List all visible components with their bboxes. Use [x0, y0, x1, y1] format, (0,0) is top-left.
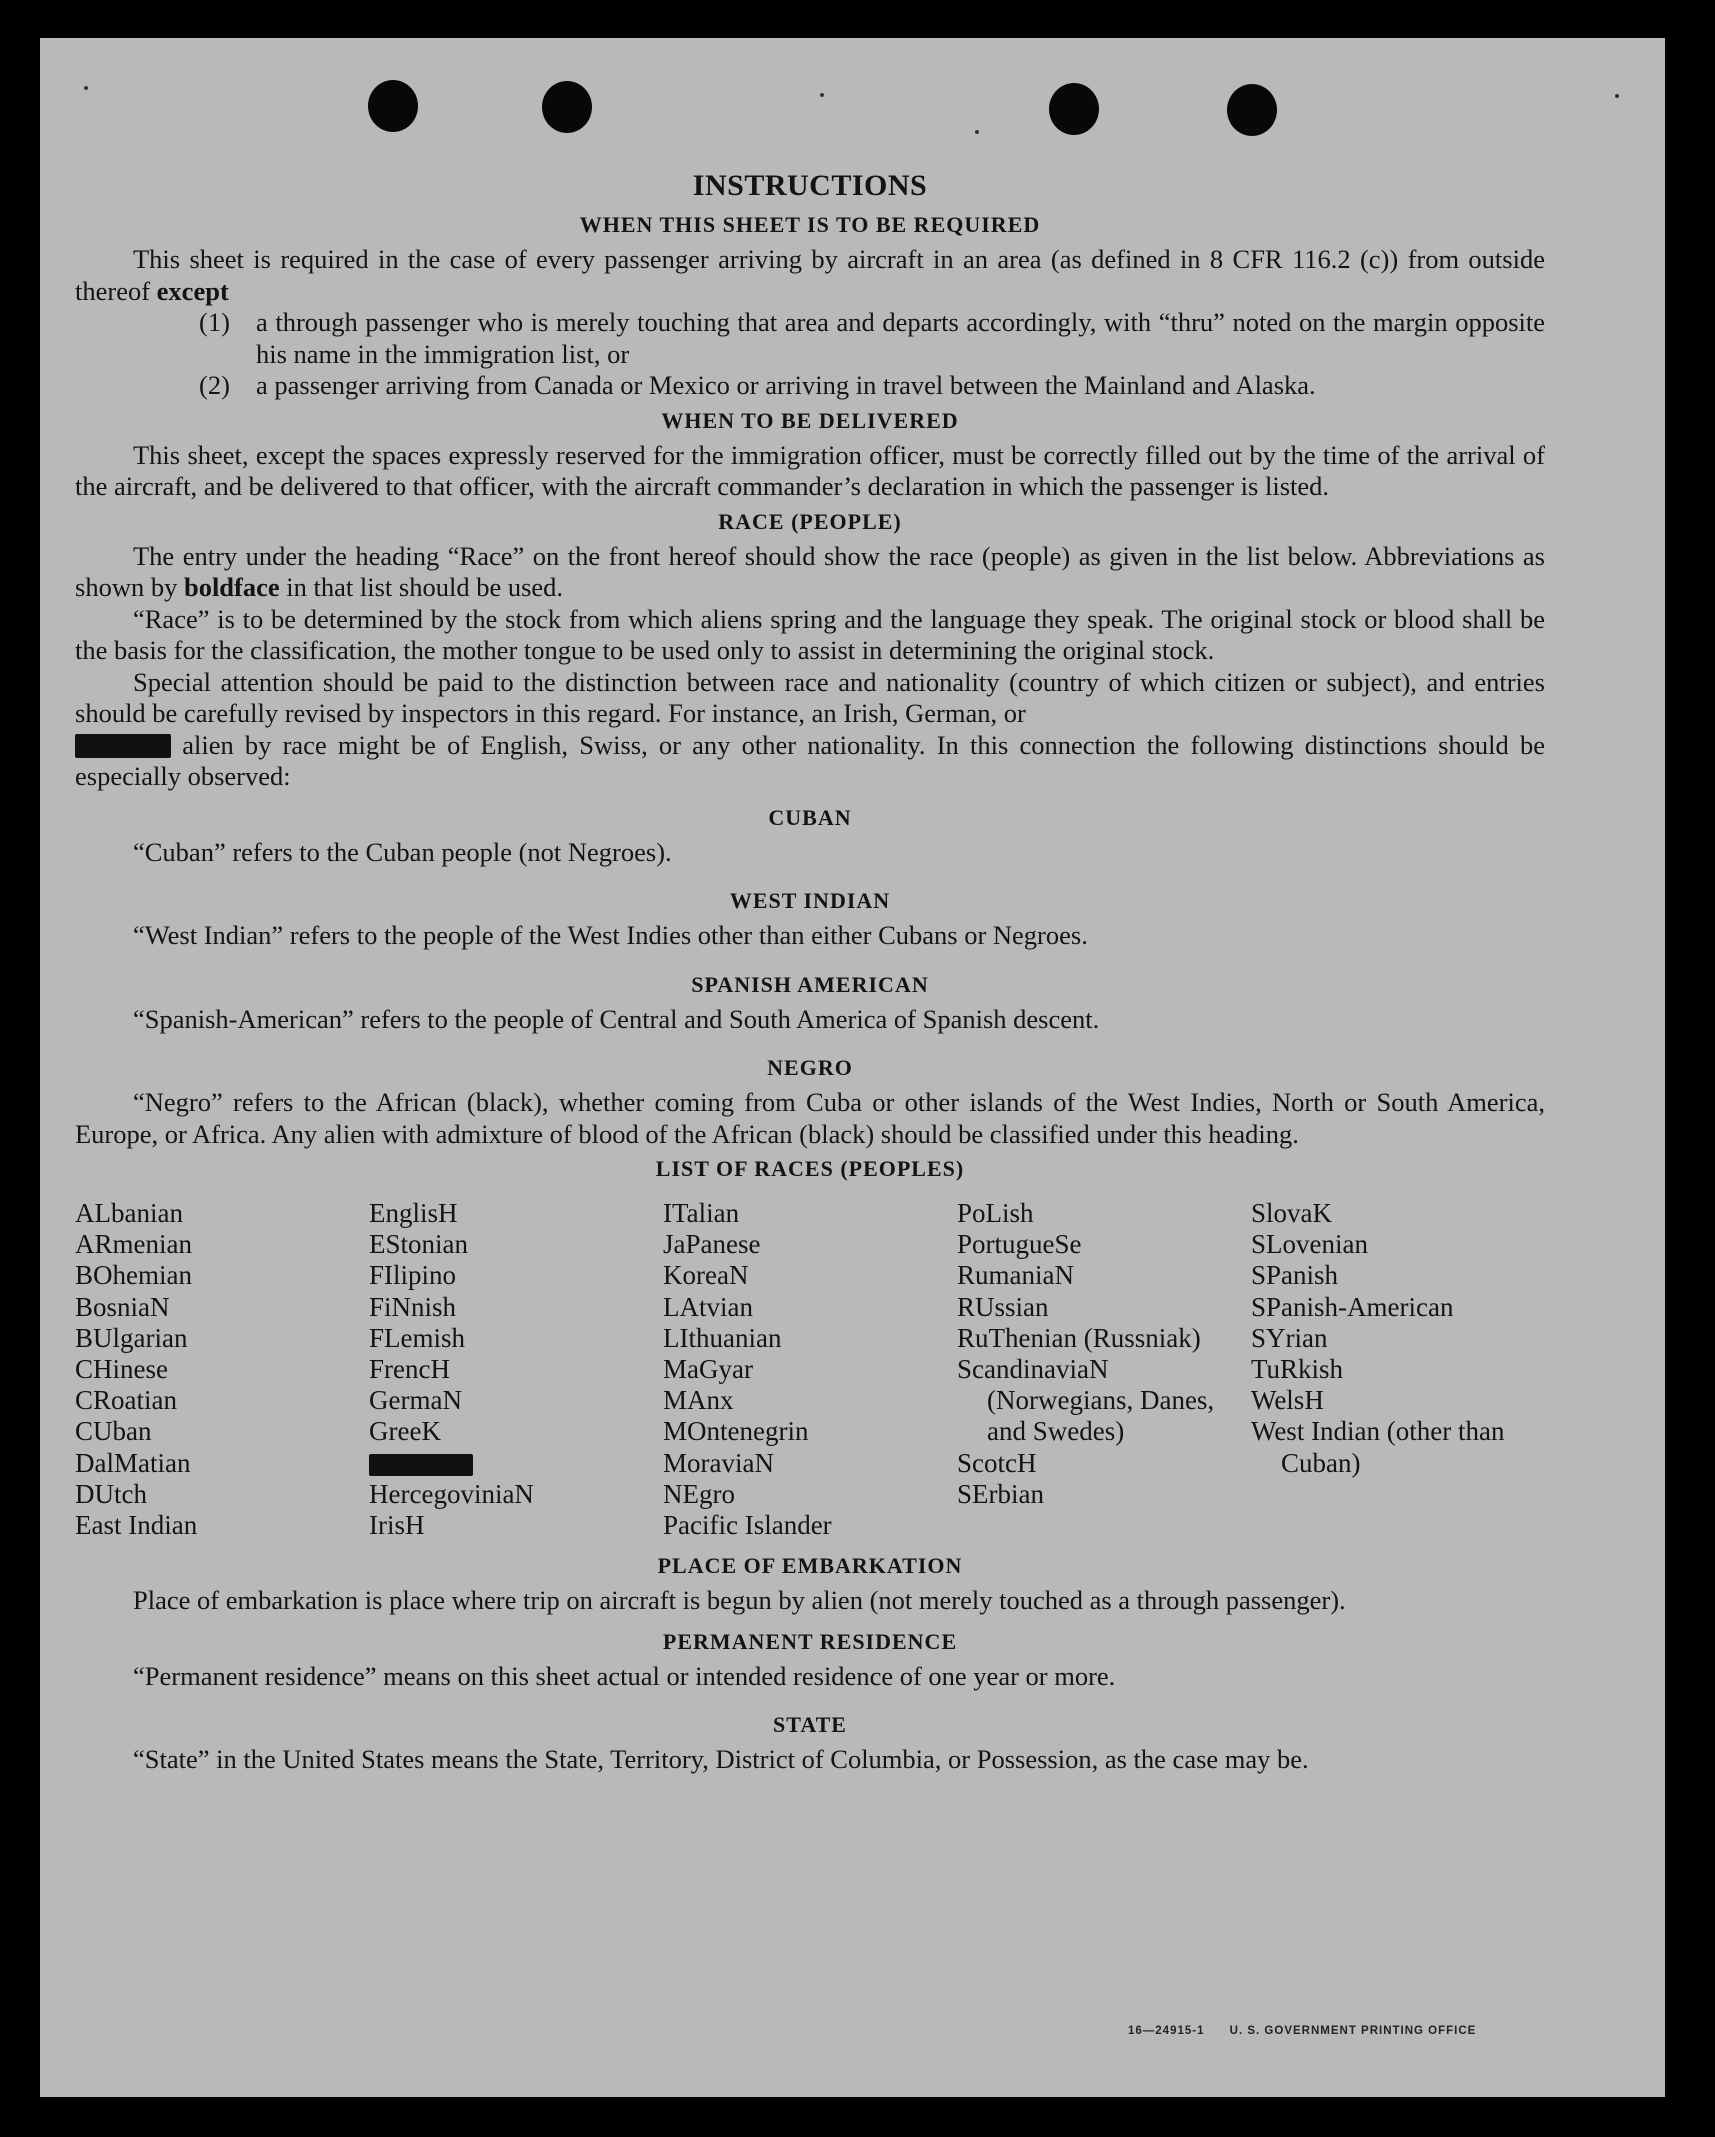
race-entry: ScandinaviaN (Norwegians, Danes, and Swedes): [957, 1354, 1215, 1447]
race-entry: NEgro: [663, 1478, 735, 1509]
exception-item: (1) a through passenger who is merely touching that area and departs accordingly, with “thru” noted on the margin opposite his name in the immigration list, or: [199, 307, 1545, 369]
races-list: [75, 1198, 1545, 1541]
document-sheet: [40, 38, 1665, 2097]
race-entry: LIthuanian: [663, 1322, 782, 1353]
race-entry: TuRkish: [1251, 1354, 1344, 1385]
race-entry: SlovaK: [1251, 1198, 1332, 1228]
race-entry: East Indian: [75, 1510, 198, 1541]
race-entry: BOhemian: [75, 1260, 192, 1291]
race-entry: CRoatian: [75, 1385, 177, 1416]
page-title: INSTRUCTIONS: [692, 169, 928, 202]
race-entry: FiNnish: [369, 1291, 457, 1322]
section-heading-spanish-american: SPANISH AMERICAN: [691, 971, 929, 997]
races-column: [75, 1198, 369, 1541]
race-entry: FLemish: [369, 1322, 466, 1353]
exception-item: (2) a passenger arriving from Canada or Mexico or arriving in travel between the Mainland and Alaska.: [199, 370, 1316, 400]
section-heading-negro: NEGRO: [767, 1055, 853, 1080]
section-heading-state: STATE: [773, 1712, 847, 1738]
race-entry: West Indian (other than Cuban): [1251, 1416, 1505, 1478]
races-column: [1251, 1198, 1545, 1541]
race-entry: SPanish: [1251, 1260, 1339, 1291]
list-heading: LIST OF RACES (PEOPLES): [655, 1156, 965, 1181]
race-entry: IrisH: [369, 1510, 425, 1541]
race-entry: DalMatian: [75, 1447, 191, 1478]
race-entry: DUtch: [75, 1478, 147, 1509]
section-heading-cuban: CUBAN: [768, 804, 852, 830]
required-paragraph: This sheet is required in the case of every passenger arriving by aircraft in an area (as defined in 8 CFR 116.2 (c)) from outside thereof except: [75, 244, 1545, 306]
race-entry: EnglisH: [369, 1198, 458, 1228]
embarkation-definition: Place of embarkation is place where trip on aircraft is begun by alien (not merely touched as a through passenger).: [133, 1585, 1346, 1616]
race-entry: RuThenian (Russniak): [957, 1322, 1201, 1353]
delivered-paragraph: This sheet, except the spaces expressly reserved for the immigration officer, must be correctly filled out by the time of the arrival of the aircraft, and be delivered to that officer, with the aircraft commander’s declaration in which the passenger is listed.: [75, 439, 1545, 501]
punch-hole: [542, 81, 592, 133]
instructions-body: [75, 166, 1545, 1776]
race-entry: Pacific Islander: [663, 1510, 832, 1541]
races-column: [957, 1198, 1251, 1541]
race-entry: BosniaN: [75, 1291, 170, 1322]
race-entry: SLovenian: [1251, 1229, 1368, 1260]
races-column: [663, 1198, 957, 1541]
race-entry: LAtvian: [663, 1291, 753, 1322]
races-column: [369, 1198, 663, 1541]
race-entry: SPanish-American: [1251, 1291, 1454, 1322]
section-heading-west-indian: WEST INDIAN: [729, 888, 891, 913]
race-entry: MOntenegrin: [663, 1416, 809, 1447]
race-entry: ARmenian: [75, 1229, 192, 1260]
speck: [975, 130, 979, 134]
race-entry: MaGyar: [663, 1354, 753, 1385]
speck: [84, 86, 88, 90]
race-entry: FIlipino: [369, 1260, 457, 1291]
race-entry: MAnx: [663, 1385, 734, 1416]
race-entry: GreeK: [369, 1416, 441, 1447]
section-heading-required: WHEN THIS SHEET IS TO BE REQUIRED: [579, 212, 1041, 237]
race-entry: ScotcH: [957, 1447, 1037, 1478]
race-entry-redacted: [369, 1448, 663, 1479]
race-entry: PortugueSe: [957, 1229, 1082, 1260]
race-entry: ALbanian: [75, 1198, 183, 1228]
race-paragraph-2: “Race” is to be determined by the stock from which aliens spring and the language they speak. The original stock or blood shall be the basis for the classification, the mother tongue to be used only to assist in determining the original stock.: [75, 603, 1545, 665]
speck: [1615, 94, 1619, 98]
race-entry: KoreaN: [663, 1260, 749, 1291]
race-entry: CUban: [75, 1416, 152, 1447]
race-entry: HercegoviniaN: [369, 1478, 534, 1509]
race-entry: CHinese: [75, 1354, 168, 1385]
punch-hole: [1049, 83, 1099, 135]
state-definition: “State” in the United States means the State, Territory, District of Columbia, or Possession, as the case may be.: [133, 1744, 1309, 1775]
section-heading-race: RACE (PEOPLE): [718, 508, 902, 534]
race-entry: ITalian: [663, 1198, 740, 1228]
redaction-mark: [75, 734, 171, 758]
negro-definition: “Negro” refers to the African (black), whether coming from Cuba or other islands of the West Indies, North or South America, Europe, or Africa. Any alien with admixture of blood of the African (black) should be classified under this heading.: [75, 1087, 1545, 1149]
race-entry: RUssian: [957, 1291, 1049, 1322]
race-entry: WelsH: [1251, 1385, 1324, 1416]
race-entry: RumaniaN: [957, 1260, 1074, 1291]
form-footer: 16—24915-1 U. S. GOVERNMENT PRINTING OFFICE: [1128, 2025, 1477, 2037]
race-entry: BUlgarian: [75, 1322, 188, 1353]
redaction-mark: [369, 1454, 473, 1476]
race-entry: JaPanese: [663, 1229, 761, 1260]
race-paragraph-3: Special attention should be paid to the distinction between race and nationality (country of which citizen or subject), and entries should be carefully revised by inspectors in this regard. For instance, an Irish, German, or alien by race might be of English, Swiss, or any other nationality. In this connection the following distinctions should be especially observed:: [75, 666, 1545, 791]
race-entry: GermaN: [369, 1385, 462, 1416]
section-heading-residence: PERMANENT RESIDENCE: [662, 1628, 958, 1654]
race-entry: EStonian: [369, 1229, 468, 1260]
race-entry: SYrian: [1251, 1322, 1328, 1353]
race-entry: PoLish: [957, 1198, 1034, 1228]
residence-definition: “Permanent residence” means on this sheet actual or intended residence of one year or more.: [133, 1660, 1116, 1691]
race-entry: SErbian: [957, 1478, 1044, 1509]
section-heading-embarkation: PLACE OF EMBARKATION: [657, 1553, 963, 1579]
spanish-american-definition: “Spanish-American” refers to the people of Central and South America of Spanish descent.: [133, 1003, 1100, 1034]
cuban-definition: “Cuban” refers to the Cuban people (not Negroes).: [133, 836, 672, 867]
west-indian-definition: “West Indian” refers to the people of the West Indies other than either Cubans or Negroes.: [133, 920, 1088, 950]
punch-hole: [1227, 84, 1277, 136]
race-entry: FrencH: [369, 1354, 450, 1385]
section-heading-delivered: WHEN TO BE DELIVERED: [661, 407, 959, 433]
race-entry: MoraviaN: [663, 1447, 774, 1478]
speck: [820, 93, 824, 97]
race-paragraph-1: The entry under the heading “Race” on the front hereof should show the race (people) as given in the list below. Abbreviations as shown by boldface in that list should be used.: [75, 540, 1545, 602]
punch-hole: [368, 80, 418, 132]
